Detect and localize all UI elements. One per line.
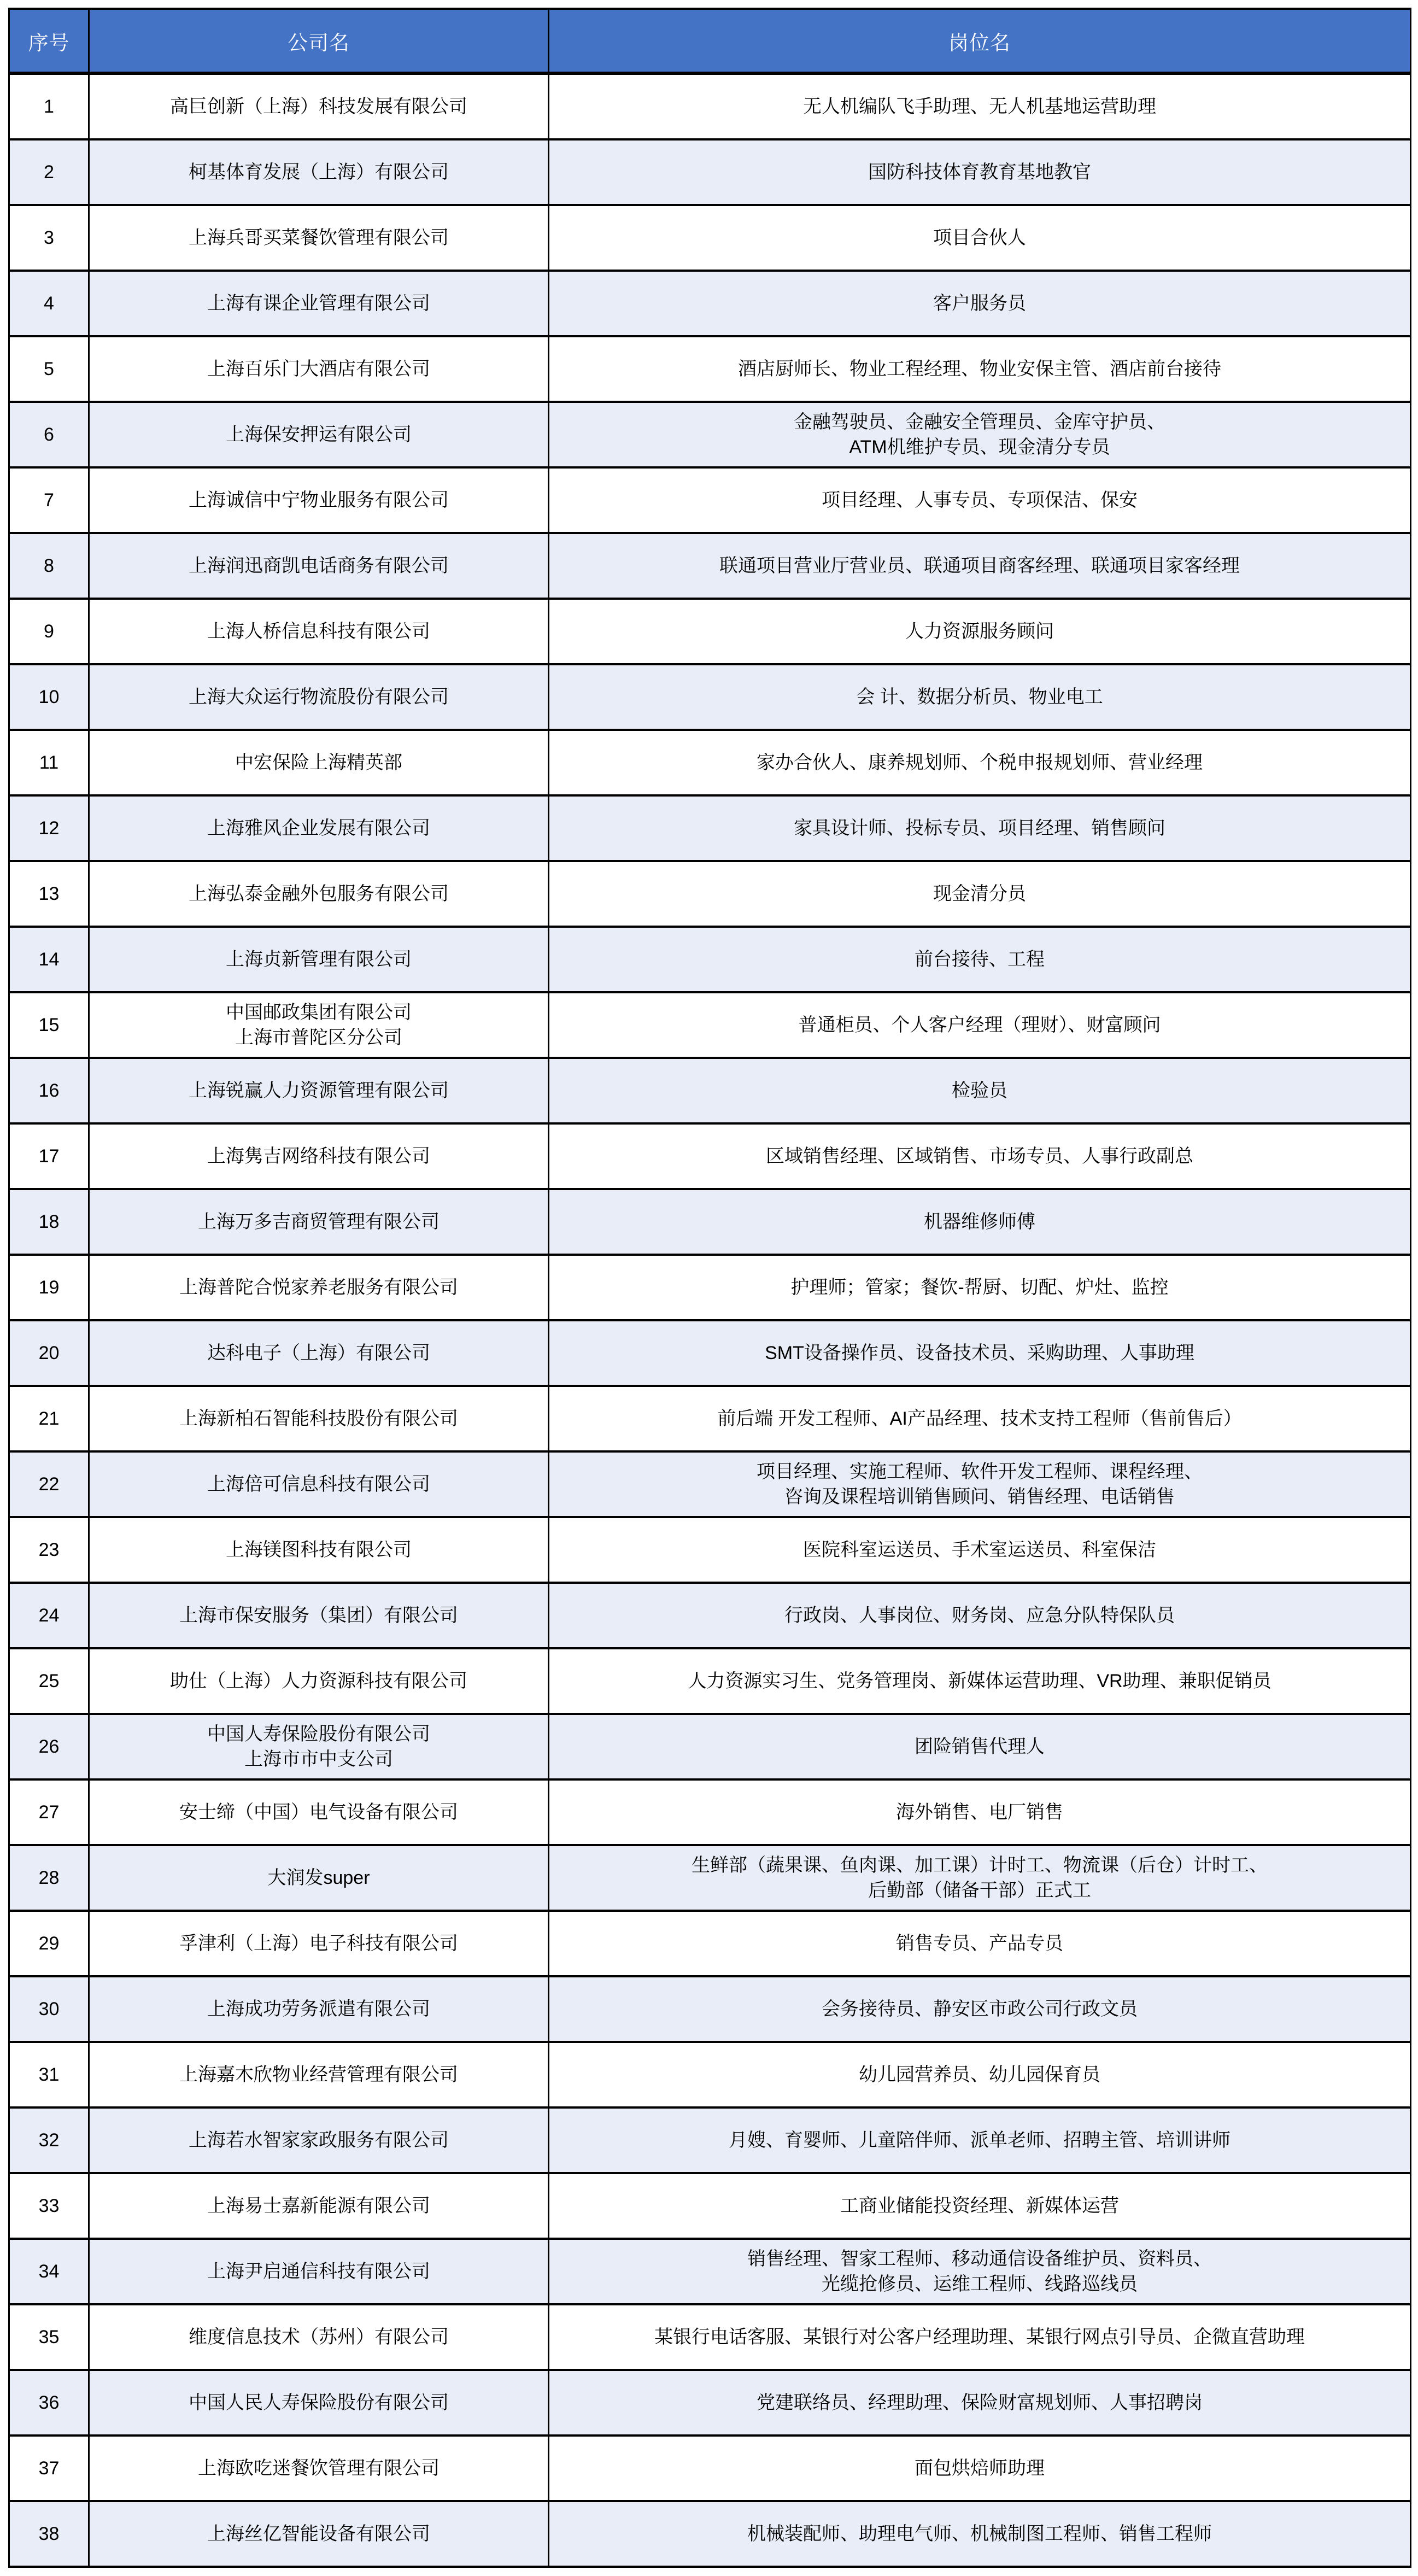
- company-cell-line: 上海镁图科技有限公司: [226, 1539, 412, 1560]
- table-row: [9, 599, 1411, 664]
- table-row: [9, 1648, 1411, 1714]
- company-cell-line: 中国人民人寿保险股份有限公司: [189, 2392, 449, 2413]
- table-row: [9, 2436, 1411, 2501]
- table-row: [9, 467, 1411, 533]
- company-cell-line: 高巨创新（上海）科技发展有限公司: [170, 96, 467, 117]
- company-cell: [89, 927, 549, 992]
- positions-cell-line: 咨询及课程培训销售顾问、销售经理、电话销售: [784, 1486, 1175, 1507]
- positions-cell-line: 销售专员、产品专员: [896, 1933, 1063, 1954]
- row-index-cell: 8: [9, 533, 89, 599]
- table-row: [9, 73, 1411, 139]
- positions-cell-line: 销售经理、智家工程师、移动通信设备维护员、资料员、: [747, 2249, 1212, 2269]
- company-cell-line: 中国人寿保险股份有限公司: [207, 1724, 430, 1744]
- company-cell: [89, 2370, 549, 2436]
- row-index-cell: 1: [9, 73, 89, 139]
- header-row: [9, 9, 1411, 73]
- positions-cell: [549, 2042, 1411, 2107]
- positions-cell-line: 行政岗、人事岗位、财务岗、应急分队特保队员: [784, 1605, 1175, 1626]
- col-header-company: 公司名: [89, 9, 549, 73]
- company-cell: [89, 1779, 549, 1845]
- company-cell-line: 大润发super: [267, 1867, 370, 1888]
- positions-cell: [549, 2370, 1411, 2436]
- row-index-cell: 3: [9, 205, 89, 271]
- row-index-cell: 9: [9, 599, 89, 664]
- positions-cell-line: SMT设备操作员、设备技术员、采购助理、人事助理: [765, 1343, 1194, 1363]
- company-cell-line: 上海人桥信息科技有限公司: [207, 621, 430, 642]
- positions-cell: [549, 1976, 1411, 2042]
- positions-cell-line: 光缆抢修员、运维工程师、线路巡线员: [822, 2274, 1138, 2294]
- positions-cell: [549, 599, 1411, 664]
- row-index-cell: 14: [9, 927, 89, 992]
- table-row: [9, 2042, 1411, 2107]
- positions-cell-line: 金融驾驶员、金融安全管理员、金库守护员、: [794, 412, 1165, 432]
- company-cell-line: 上海普陀合悦家养老服务有限公司: [179, 1277, 458, 1298]
- row-index-cell: 4: [9, 271, 89, 336]
- row-index-cell: 13: [9, 861, 89, 927]
- company-cell: [89, 2107, 549, 2173]
- table-row: [9, 336, 1411, 402]
- positions-cell-line: 医院科室运送员、手术室运送员、科室保洁: [803, 1539, 1156, 1560]
- positions-cell-line: 后勤部（储备干部）正式工: [868, 1880, 1091, 1901]
- table-row: [9, 1976, 1411, 2042]
- job-listing-table: [8, 8, 1411, 2568]
- company-cell-line: 上海润迅商凯电话商务有限公司: [189, 555, 449, 576]
- company-cell: [89, 1320, 549, 1386]
- company-cell-line: 上海市保安服务（集团）有限公司: [179, 1605, 458, 1626]
- positions-cell: [549, 1451, 1411, 1517]
- positions-cell-line: 党建联络员、经理助理、保险财富规划师、人事招聘岗: [757, 2392, 1203, 2413]
- row-index-cell: 33: [9, 2173, 89, 2239]
- positions-cell: [549, 2304, 1411, 2370]
- row-index-cell: 31: [9, 2042, 89, 2107]
- row-index-cell: 16: [9, 1058, 89, 1123]
- company-cell: [89, 2173, 549, 2239]
- positions-cell: [549, 467, 1411, 533]
- row-index-cell: 10: [9, 664, 89, 730]
- table-row: [9, 927, 1411, 992]
- row-index-cell: 21: [9, 1386, 89, 1451]
- company-cell-line: 上海易士嘉新能源有限公司: [207, 2196, 430, 2216]
- positions-cell-line: 客户服务员: [933, 293, 1026, 314]
- positions-cell-line: 检验员: [952, 1080, 1007, 1101]
- company-cell: [89, 1845, 549, 1911]
- row-index-cell: 15: [9, 992, 89, 1058]
- row-index-cell: 30: [9, 1976, 89, 2042]
- row-index-cell: 19: [9, 1255, 89, 1320]
- positions-cell-line: 前台接待、工程: [915, 949, 1045, 970]
- positions-cell-line: 项目经理、人事专员、专项保洁、保安: [822, 490, 1138, 511]
- positions-cell-line: ATM机维护专员、现金清分专员: [849, 437, 1110, 458]
- row-index-cell: 22: [9, 1451, 89, 1517]
- positions-cell-line: 联通项目营业厅营业员、联通项目商客经理、联通项目家客经理: [719, 555, 1240, 576]
- company-cell-line: 上海百乐门大酒店有限公司: [207, 359, 430, 379]
- row-index-cell: 26: [9, 1714, 89, 1779]
- positions-cell-line: 前后端 开发工程师、AI产品经理、技术支持工程师（售前售后）: [717, 1408, 1242, 1429]
- company-cell: [89, 664, 549, 730]
- row-index-cell: 20: [9, 1320, 89, 1386]
- positions-cell-line: 会务接待员、静安区市政公司行政文员: [822, 1999, 1138, 2019]
- table-row: [9, 139, 1411, 205]
- table-row: [9, 1911, 1411, 1976]
- positions-cell-line: 区域销售经理、区域销售、市场专员、人事行政副总: [766, 1146, 1193, 1167]
- company-cell: [89, 205, 549, 271]
- positions-cell: [549, 992, 1411, 1058]
- company-cell: [89, 1583, 549, 1648]
- company-cell-line: 安士缔（中国）电气设备有限公司: [179, 1802, 458, 1823]
- company-cell: [89, 1976, 549, 2042]
- company-cell-line: 孚津利（上海）电子科技有限公司: [179, 1933, 458, 1954]
- row-index-cell: 28: [9, 1845, 89, 1911]
- table-row: [9, 664, 1411, 730]
- table-row: [9, 1714, 1411, 1779]
- table-row: [9, 2370, 1411, 2436]
- company-cell-line: 上海大众运行物流股份有限公司: [189, 687, 449, 707]
- positions-cell-line: 人力资源实习生、党务管理岗、新媒体运营助理、VR助理、兼职促销员: [688, 1671, 1271, 1691]
- company-cell: [89, 2436, 549, 2501]
- positions-cell-line: 人力资源服务顾问: [905, 621, 1054, 642]
- company-cell-line: 上海市市中支公司: [244, 1749, 393, 1770]
- positions-cell: [549, 533, 1411, 599]
- table-row: [9, 205, 1411, 271]
- company-cell: [89, 1648, 549, 1714]
- positions-cell-line: 会 计、数据分析员、物业电工: [856, 687, 1103, 707]
- company-cell-line: 上海有课企业管理有限公司: [207, 293, 430, 314]
- row-index-cell: 2: [9, 139, 89, 205]
- row-index-cell: 36: [9, 2370, 89, 2436]
- positions-cell: [549, 336, 1411, 402]
- row-index-cell: 23: [9, 1517, 89, 1583]
- company-cell-line: 上海欧吃迷餐饮管理有限公司: [198, 2458, 440, 2479]
- positions-cell: [549, 2239, 1411, 2304]
- company-cell: [89, 1911, 549, 1976]
- positions-cell: [549, 730, 1411, 795]
- company-cell-line: 上海兵哥买菜餐饮管理有限公司: [189, 227, 449, 248]
- table-row: [9, 1779, 1411, 1845]
- table-row: [9, 533, 1411, 599]
- company-cell: [89, 599, 549, 664]
- positions-cell-line: 某银行电话客服、某银行对公客户经理助理、某银行网点引导员、企微直营助理: [654, 2327, 1305, 2347]
- positions-cell: [549, 2436, 1411, 2501]
- row-index-cell: 29: [9, 1911, 89, 1976]
- positions-cell: [549, 73, 1411, 139]
- table-row: [9, 1517, 1411, 1583]
- company-cell-line: 助仕（上海）人力资源科技有限公司: [170, 1671, 467, 1691]
- company-cell-line: 柯基体育发展（上海）有限公司: [189, 162, 449, 183]
- positions-cell: [549, 1123, 1411, 1189]
- row-index-cell: 5: [9, 336, 89, 402]
- positions-cell: [549, 1517, 1411, 1583]
- positions-cell-line: 普通柜员、个人客户经理（理财）、财富顾问: [798, 1015, 1161, 1035]
- positions-cell: [549, 1714, 1411, 1779]
- positions-cell-line: 家具设计师、投标专员、项目经理、销售顾问: [794, 818, 1165, 839]
- row-index-cell: 35: [9, 2304, 89, 2370]
- table-row: [9, 861, 1411, 927]
- company-cell-line: 上海丝亿智能设备有限公司: [207, 2524, 430, 2544]
- company-cell-line: 上海新柏石智能科技股份有限公司: [179, 1408, 458, 1429]
- table-row: [9, 2239, 1411, 2304]
- positions-cell: [549, 2501, 1411, 2567]
- company-cell: [89, 861, 549, 927]
- positions-cell: [549, 1255, 1411, 1320]
- table-row: [9, 795, 1411, 861]
- table-row: [9, 992, 1411, 1058]
- company-cell-line: 上海锐赢人力资源管理有限公司: [189, 1080, 449, 1101]
- company-cell: [89, 271, 549, 336]
- company-cell: [89, 73, 549, 139]
- table-row: [9, 1123, 1411, 1189]
- positions-cell: [549, 1189, 1411, 1255]
- table-row: [9, 402, 1411, 467]
- positions-cell-line: 海外销售、电厂销售: [896, 1802, 1063, 1823]
- row-index-cell: 27: [9, 1779, 89, 1845]
- company-cell-line: 中国邮政集团有限公司: [226, 1002, 412, 1023]
- table-row: [9, 1189, 1411, 1255]
- table-row: [9, 2501, 1411, 2567]
- row-index-cell: 12: [9, 795, 89, 861]
- row-index-cell: 34: [9, 2239, 89, 2304]
- company-cell: [89, 139, 549, 205]
- positions-cell-line: 生鲜部（蔬果课、鱼肉课、加工课）计时工、物流课（后仓）计时工、: [692, 1855, 1268, 1876]
- positions-cell: [549, 402, 1411, 467]
- table-row: [9, 1058, 1411, 1123]
- positions-cell: [549, 2107, 1411, 2173]
- table-row: [9, 271, 1411, 336]
- company-cell: [89, 1255, 549, 1320]
- company-cell-line: 上海嘉木欣物业经营管理有限公司: [179, 2064, 458, 2085]
- company-cell: [89, 467, 549, 533]
- positions-cell: [549, 927, 1411, 992]
- company-cell-line: 上海若水智家家政服务有限公司: [189, 2130, 449, 2151]
- company-cell: [89, 795, 549, 861]
- company-cell: [89, 992, 549, 1058]
- company-cell: [89, 402, 549, 467]
- positions-cell: [549, 1648, 1411, 1714]
- company-cell-line: 上海隽吉网络科技有限公司: [207, 1146, 430, 1167]
- table-row: [9, 1451, 1411, 1517]
- company-cell: [89, 1123, 549, 1189]
- table-row: [9, 1583, 1411, 1648]
- positions-cell-line: 面包烘焙师助理: [915, 2458, 1045, 2479]
- positions-cell-line: 护理师；管家；餐饮-帮厨、切配、炉灶、监控: [790, 1277, 1169, 1298]
- company-cell: [89, 2042, 549, 2107]
- row-index-cell: 32: [9, 2107, 89, 2173]
- positions-cell: [549, 205, 1411, 271]
- col-header-position: 岗位名: [549, 9, 1411, 73]
- company-cell: [89, 730, 549, 795]
- positions-cell-line: 项目合伙人: [933, 227, 1026, 248]
- positions-cell-line: 现金清分员: [933, 883, 1026, 904]
- positions-cell: [549, 2173, 1411, 2239]
- company-cell-line: 上海贞新管理有限公司: [226, 949, 412, 970]
- company-cell: [89, 533, 549, 599]
- company-cell-line: 上海雅风企业发展有限公司: [207, 818, 430, 839]
- company-cell-line: 上海诚信中宁物业服务有限公司: [189, 490, 449, 511]
- company-cell: [89, 1714, 549, 1779]
- company-cell: [89, 1451, 549, 1517]
- row-index-cell: 24: [9, 1583, 89, 1648]
- positions-cell-line: 工商业储能投资经理、新媒体运营: [840, 2196, 1119, 2216]
- positions-cell: [549, 1779, 1411, 1845]
- positions-cell: [549, 1058, 1411, 1123]
- positions-cell: [549, 271, 1411, 336]
- positions-cell-line: 幼儿园营养员、幼儿园保育员: [859, 2064, 1100, 2085]
- positions-cell: [549, 795, 1411, 861]
- company-cell-line: 上海弘泰金融外包服务有限公司: [189, 883, 449, 904]
- positions-cell-line: 机器维修师傅: [924, 1211, 1035, 1232]
- table-row: [9, 1320, 1411, 1386]
- positions-cell: [549, 1583, 1411, 1648]
- company-cell: [89, 1517, 549, 1583]
- company-cell: [89, 2501, 549, 2567]
- company-cell: [89, 2239, 549, 2304]
- row-index-cell: 38: [9, 2501, 89, 2567]
- positions-cell: [549, 861, 1411, 927]
- table-row: [9, 2107, 1411, 2173]
- table-row: [9, 1386, 1411, 1451]
- positions-cell-line: 项目经理、实施工程师、软件开发工程师、课程经理、: [757, 1461, 1203, 1482]
- table-row: [9, 1255, 1411, 1320]
- positions-cell: [549, 664, 1411, 730]
- company-cell-line: 上海市普陀区分公司: [235, 1027, 402, 1048]
- positions-cell-line: 无人机编队飞手助理、无人机基地运营助理: [803, 96, 1156, 117]
- row-index-cell: 7: [9, 467, 89, 533]
- table-body: [9, 73, 1411, 2567]
- company-cell: [89, 2304, 549, 2370]
- row-index-cell: 18: [9, 1189, 89, 1255]
- table-row: [9, 1845, 1411, 1911]
- positions-cell: [549, 1386, 1411, 1451]
- row-index-cell: 11: [9, 730, 89, 795]
- company-cell-line: 上海尹启通信科技有限公司: [207, 2261, 430, 2282]
- positions-cell-line: 家办合伙人、康养规划师、个税申报规划师、营业经理: [757, 752, 1203, 773]
- row-index-cell: 25: [9, 1648, 89, 1714]
- positions-cell-line: 国防科技体育教育基地教官: [868, 162, 1091, 183]
- company-cell-line: 上海保安押运有限公司: [226, 424, 412, 445]
- positions-cell-line: 团险销售代理人: [915, 1736, 1045, 1757]
- company-cell: [89, 1386, 549, 1451]
- company-cell-line: 上海成功劳务派遣有限公司: [207, 1999, 430, 2019]
- table-row: [9, 730, 1411, 795]
- row-index-cell: 6: [9, 402, 89, 467]
- company-cell: [89, 1058, 549, 1123]
- table-row: [9, 2173, 1411, 2239]
- row-index-cell: 37: [9, 2436, 89, 2501]
- company-cell-line: 上海万多吉商贸管理有限公司: [198, 1211, 440, 1232]
- row-index-cell: 17: [9, 1123, 89, 1189]
- company-cell-line: 上海倍可信息科技有限公司: [207, 1474, 430, 1495]
- positions-cell-line: 酒店厨师长、物业工程经理、物业安保主管、酒店前台接待: [738, 359, 1221, 379]
- positions-cell: [549, 1845, 1411, 1911]
- positions-cell: [549, 139, 1411, 205]
- positions-cell-line: 月嫂、育婴师、儿童陪伴师、派单老师、招聘主管、培训讲师: [729, 2130, 1231, 2151]
- company-cell-line: 中宏保险上海精英部: [235, 752, 402, 773]
- positions-cell: [549, 1911, 1411, 1976]
- col-header-index: 序号: [9, 9, 89, 73]
- company-cell-line: 维度信息技术（苏州）有限公司: [189, 2327, 449, 2347]
- company-cell: [89, 1189, 549, 1255]
- positions-cell: [549, 1320, 1411, 1386]
- table-row: [9, 2304, 1411, 2370]
- positions-cell-line: 机械装配师、助理电气师、机械制图工程师、销售工程师: [747, 2524, 1212, 2544]
- company-cell-line: 达科电子（上海）有限公司: [207, 1343, 430, 1363]
- company-cell: [89, 336, 549, 402]
